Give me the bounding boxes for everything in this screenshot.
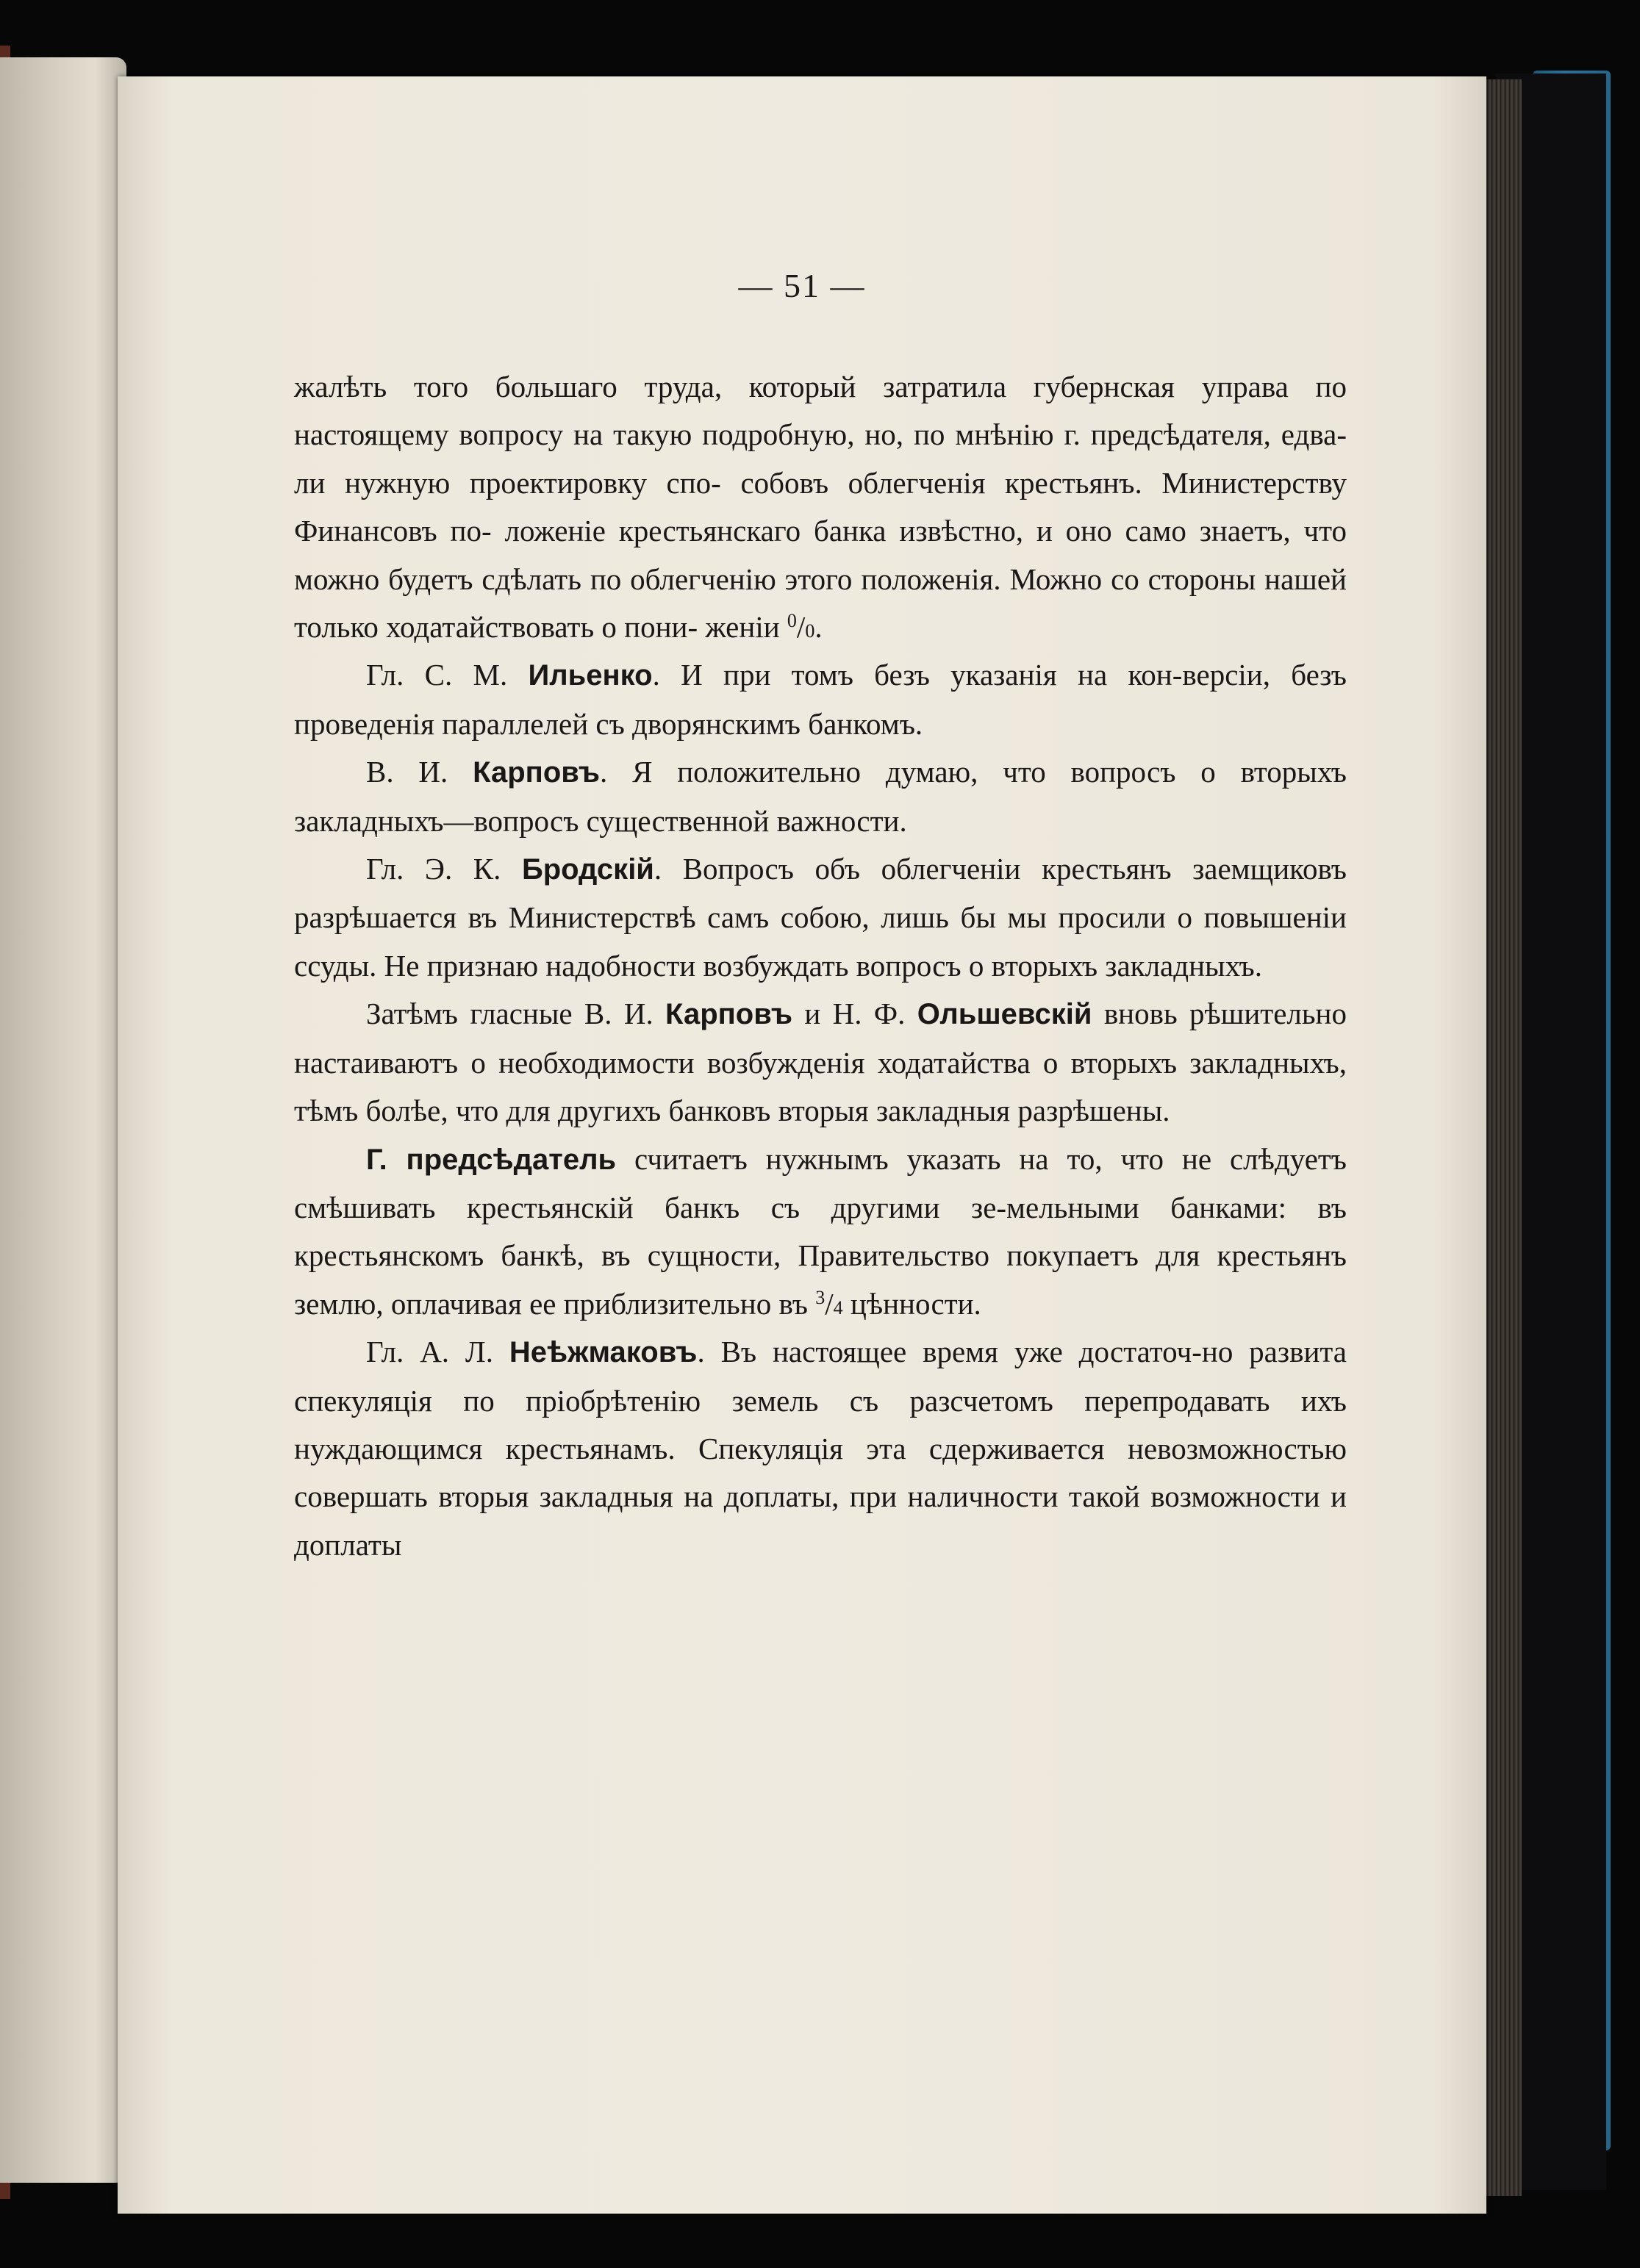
text-line: мнѣнію г. предсѣдателя, едва-ли нужную проектировку спо-	[294, 417, 1347, 500]
text-line: жалѣть того большаго труда, который затратила губернская	[294, 370, 1175, 403]
text-line: Можно со стороны нашей только ходатайствовать о пони-	[294, 561, 1347, 645]
percent-top: 0	[787, 610, 797, 632]
percent-sign: $^0$/0	[787, 610, 815, 645]
speech-text: . Въ настоящее время уже достаточ-но развита спекуляція по пріобрѣтенію земель съ разсчетомъ перепродавать ихъ нуждающимся крестьянамъ. Спекуляція эта сдерживается невозможностью совершать вторыя закладныя на доплаты, при наличности такой возможности и доплаты	[294, 1335, 1347, 1562]
speech-text: . Я положительно думаю, что вопросъ о вторыхъ закладныхъ—вопросъ существенной важности.	[294, 755, 1347, 838]
text-punct: .	[814, 610, 823, 645]
speaker-prefix: Гл. А. Л.	[366, 1335, 493, 1369]
text-line: женіи	[705, 610, 780, 645]
paragraph-neezhmakov	[294, 1328, 1347, 1569]
paragraph-chairman	[294, 1135, 1347, 1329]
speaker-name: Бродскій	[521, 853, 654, 886]
fraction-numerator: 3	[815, 1286, 826, 1308]
paragraph-brodsky	[294, 845, 1347, 990]
paragraph-karpov	[294, 748, 1347, 845]
paragraph-1	[294, 363, 1347, 651]
speaker-name: Карповъ	[665, 998, 792, 1031]
speech-text-end: цѣнности.	[850, 1286, 981, 1321]
percent-bottom: 0	[805, 620, 815, 642]
text-line: собовъ облегченія крестьянъ. Министерству Финансовъ по-	[294, 465, 1347, 548]
speaker-prefix: Затѣмъ гласные В. И.	[366, 997, 654, 1031]
text-line: что можно будетъ сдѣлать по облегченію этого положенія.	[294, 514, 1347, 596]
speaker-prefix: Гл. Э. К.	[366, 852, 501, 886]
speech-text: вновь рѣшительно настаиваютъ о необходимости возбужденія ходатайства о вторыхъ закладныхъ, тѣмъ болѣе, что для другихъ банковъ вторыя закладныя разрѣшены.	[294, 997, 1347, 1128]
text-line: ложеніе крестьянскаго банка извѣстно, и оно само знаетъ,	[504, 514, 1291, 548]
speaker-name: Ильенко	[528, 659, 653, 692]
speaker-name: Карповъ	[473, 756, 601, 789]
book-page	[118, 76, 1486, 2214]
left-page-edge	[0, 57, 126, 2183]
speaker-name: Г. предсѣдатель	[366, 1143, 617, 1176]
page-number: — 51 —	[738, 267, 866, 304]
paragraph-karpov-olshevsky	[294, 990, 1347, 1135]
speaker-middle: и Н. Ф.	[804, 997, 906, 1031]
fraction: $^3$/4	[815, 1286, 843, 1321]
speech-text: считаетъ нужнымъ указать на то, что не слѣдуетъ смѣшивать крестьянскій банкъ съ другими зе-мельными банками: въ крестьянскомъ банкѣ, въ сущности, Правительство покупаетъ для крестьянъ землю, оплачивая ее приблизительно въ	[294, 1141, 1347, 1321]
speech-text: . Вопросъ объ облегченіи крестьянъ заемщиковъ разрѣшается въ Министерствѣ самъ собою, лишь бы мы просили о повышеніи ссуды. Не признаю надобности возбуждать вопросъ о вторыхъ закладныхъ.	[294, 852, 1347, 983]
text-line: управа по настоящему вопросу на такую подробную, но, по	[294, 370, 1347, 452]
speech-text: . И при томъ безъ указанія на кон-версіи, безъ проведенія параллелей съ дворянскимъ банкомъ.	[294, 658, 1347, 741]
speaker-name-2: Ольшевскій	[917, 998, 1092, 1031]
speaker-prefix: Гл. С. М.	[366, 658, 508, 692]
paragraph-ilyenko	[294, 651, 1347, 748]
fraction-denominator: 4	[833, 1296, 843, 1318]
speaker-name: Неѣжмаковъ	[509, 1336, 698, 1369]
speaker-prefix: В. И.	[366, 755, 448, 789]
page-text	[294, 363, 1347, 1569]
